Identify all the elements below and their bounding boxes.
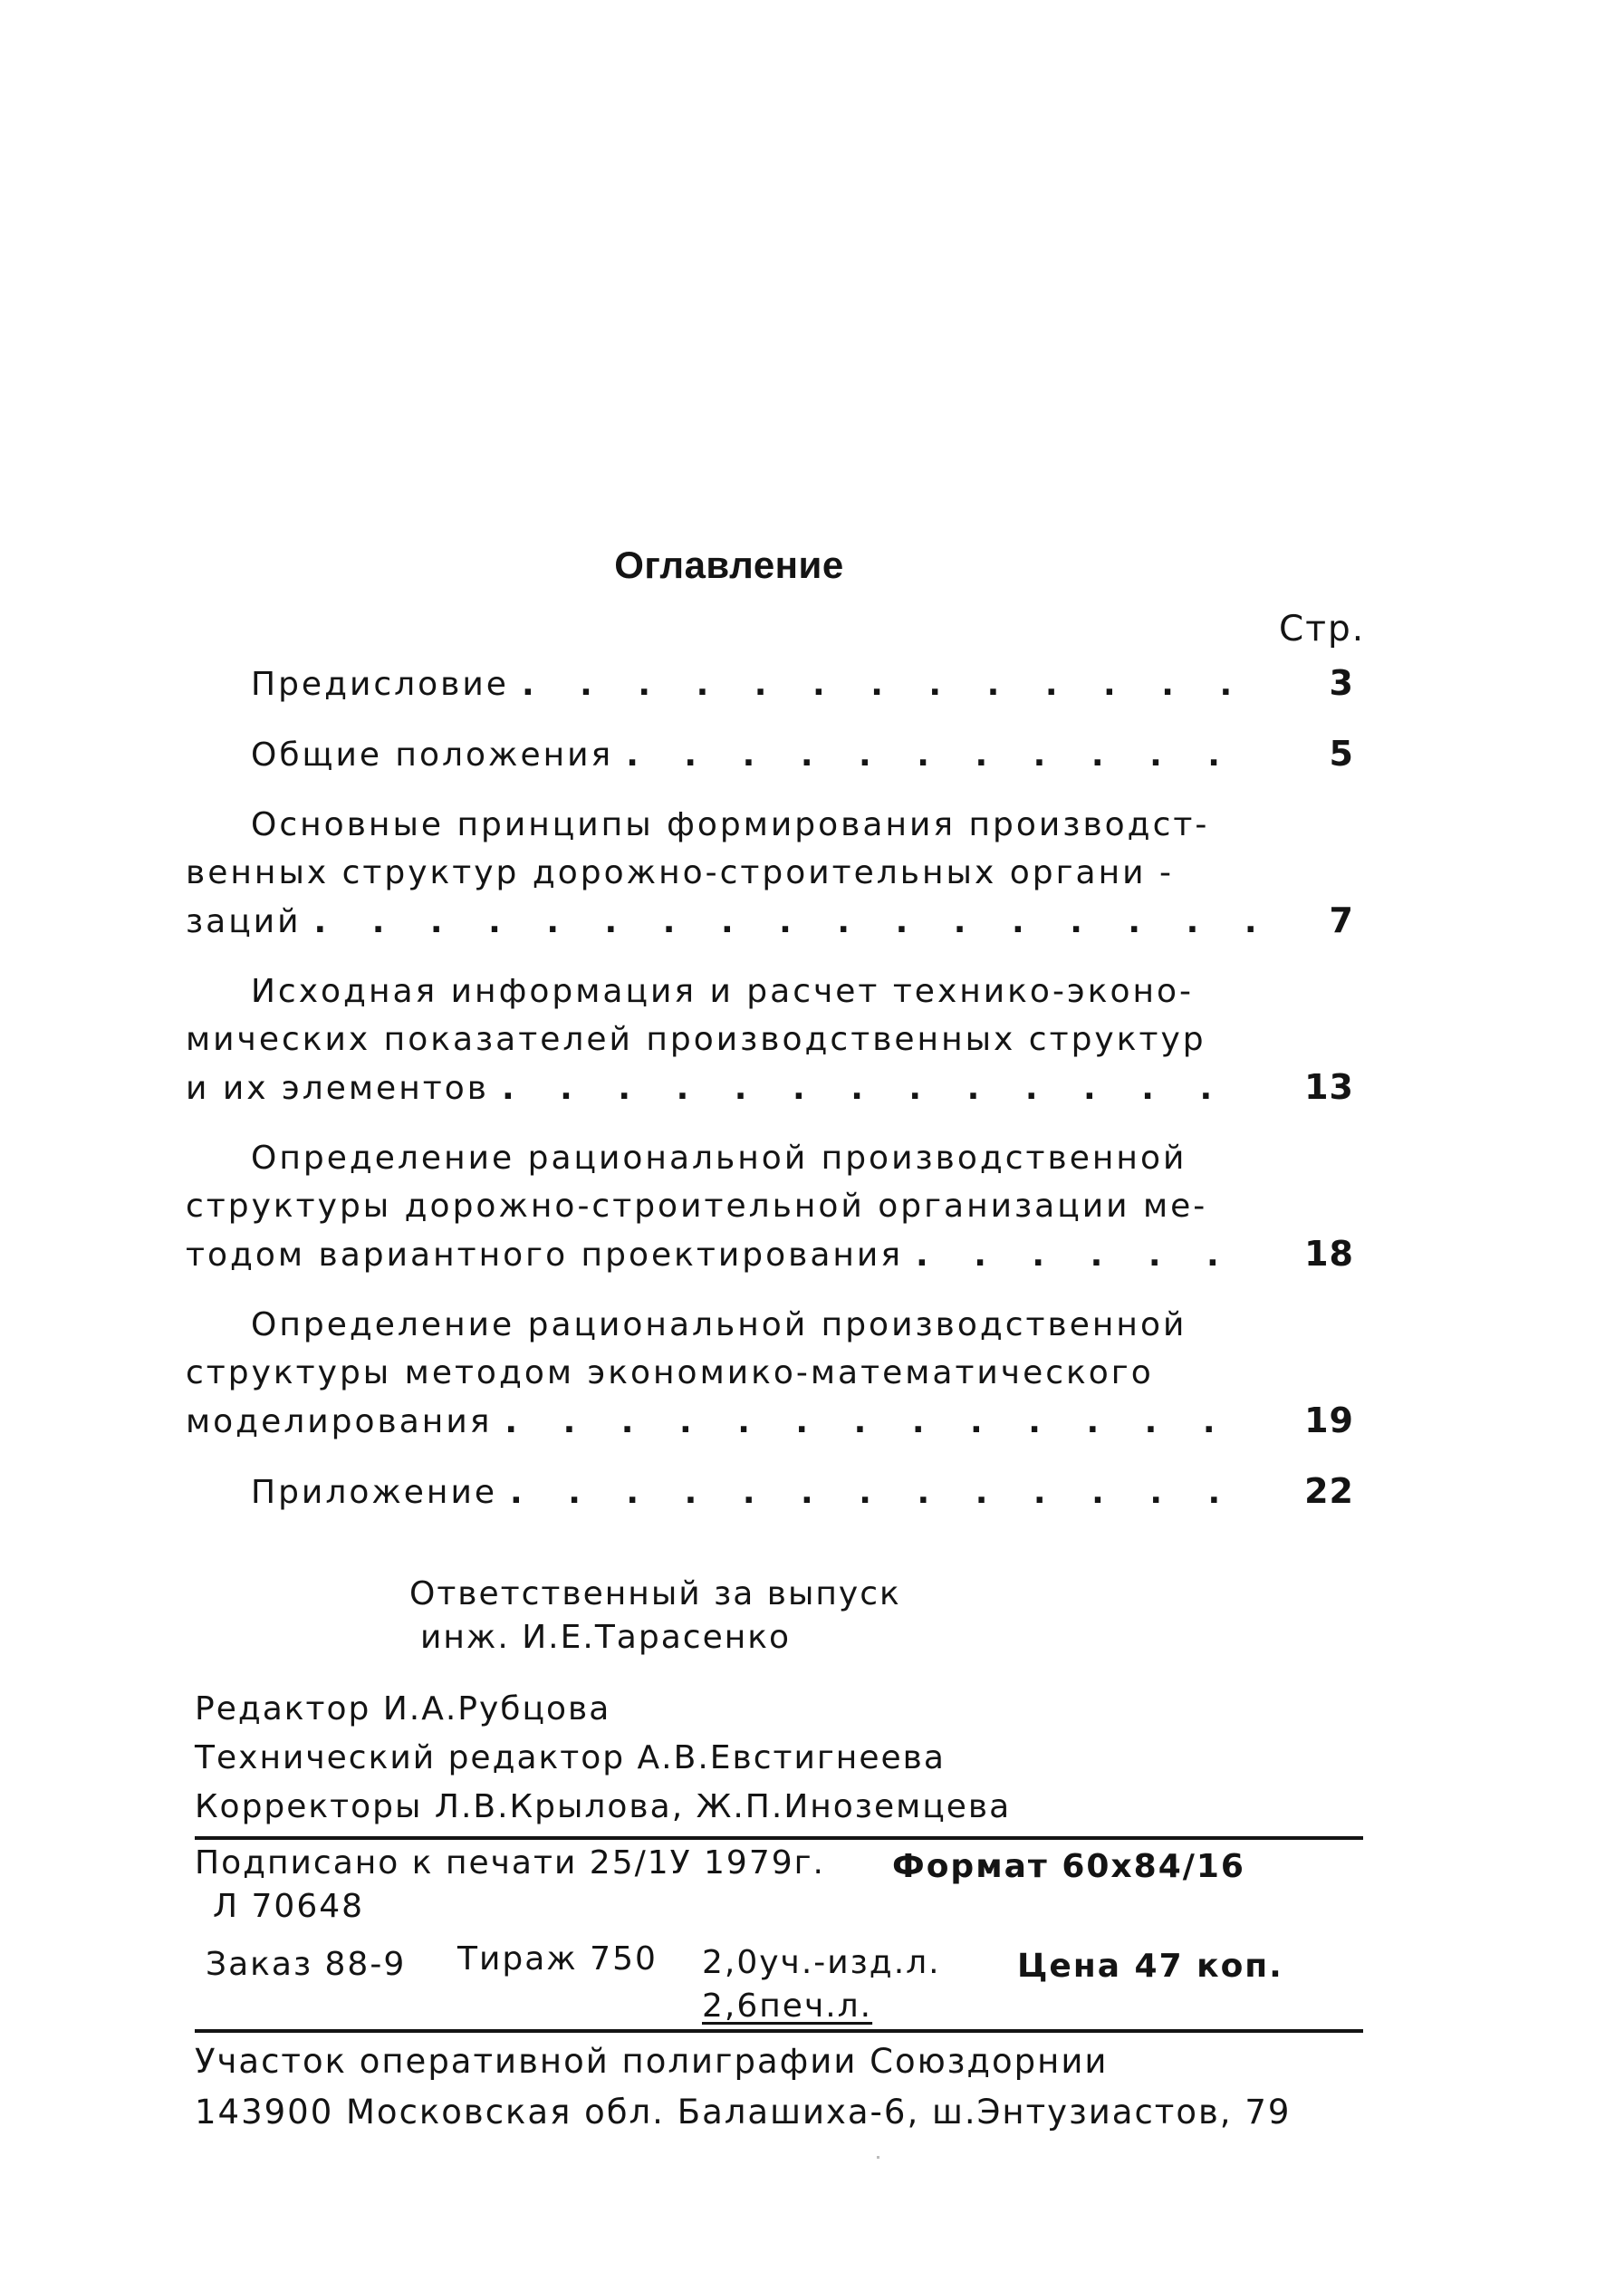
toc-title: Оглавление [614,544,844,586]
dot-leader [502,1064,1260,1112]
printed-sheets: 2,6печ.л. [702,1987,873,2025]
paper-format: Формат 60х84/16 [892,1848,1245,1885]
dot-leader [510,1468,1260,1516]
toc-entry-title: моделирования [186,1403,493,1440]
pages-column-header: Стр. [1279,609,1366,650]
toc-entry-general-provisions [186,730,1354,779]
printer-info [195,2036,1291,2138]
toc-entry-title: Общие положения [251,736,614,774]
printer-name: Участок оперативной полиграфии Союздорнии [195,2042,1109,2081]
toc-entry-basic-principles [186,801,1354,946]
dot-leader [916,1231,1260,1279]
edition-sheets: 2,0уч.-изд.л. [702,1944,941,1981]
toc-page-number: 13 [1304,1067,1354,1107]
responsible-person: инж. И.Е.Тарасенко [420,1619,792,1656]
scan-speck [877,2156,879,2159]
toc-entry-line: структуры дорожно-строительной организации ме- [186,1188,1208,1225]
divider-top [195,1836,1363,1840]
toc-page-number: 5 [1329,734,1354,774]
toc-page-number: 19 [1304,1400,1354,1440]
responsible-label: Ответственный за выпуск [409,1575,901,1612]
toc-page-number: 3 [1329,663,1354,703]
toc-entry-math-modeling [186,1301,1354,1446]
table-of-contents [186,659,1354,1538]
dot-leader [626,731,1260,779]
order-number: Заказ 88-9 [206,1946,407,1983]
toc-entry-preface [186,659,1354,708]
dot-leader [522,660,1260,708]
price: Цена 47 коп. [1017,1948,1283,1985]
toc-entry-title: и их элементов [186,1070,489,1107]
toc-entry-source-information [186,967,1354,1112]
toc-entry-line: Основные принципы формирования производст- [251,806,1210,843]
toc-entry-line: Определение рациональной производственной [251,1306,1187,1343]
toc-entry-title: Приложение [251,1474,498,1511]
divider-bottom [195,2029,1363,2033]
dot-leader [314,898,1261,946]
toc-entry-line: Определение рациональной производственной [251,1140,1187,1177]
toc-entry-line: мических показателей производственных структур [186,1021,1206,1058]
correctors-credit: Корректоры Л.В.Крылова, Ж.П.Иноземцева [195,1788,1012,1825]
print-run: Тираж 750 [457,1940,658,1978]
toc-page-number: 18 [1304,1234,1354,1274]
toc-entry-title: тодом вариантного проектирования [186,1237,903,1274]
toc-entry-line: венных структур дорожно-строительных органи - [186,854,1174,891]
toc-entry-line: структуры методом экономико-математического [186,1354,1154,1391]
toc-page-number: 7 [1329,900,1354,940]
license-number: Л 70648 [213,1888,365,1925]
toc-entry-appendix [186,1468,1354,1516]
toc-entry-variant-design [186,1134,1354,1279]
editorial-credits [195,1685,1011,1832]
tech-editor-credit: Технический редактор А.В.Евстигнеева [195,1739,946,1776]
toc-entry-line: Исходная информация и расчет технико-эконо- [251,973,1195,1010]
toc-entry-title: Предисловие [251,666,509,703]
printer-address: 143900 Московская обл. Балашиха-6, ш.Энтузиастов, 79 [195,2093,1292,2132]
toc-page-number: 22 [1304,1471,1354,1511]
signed-to-print: Подписано к печати 25/1У 1979г. [195,1844,825,1882]
editor-credit: Редактор И.А.Рубцова [195,1690,611,1728]
toc-entry-title: заций [186,903,302,940]
responsible-for-release [409,1573,901,1660]
dot-leader [504,1398,1260,1446]
